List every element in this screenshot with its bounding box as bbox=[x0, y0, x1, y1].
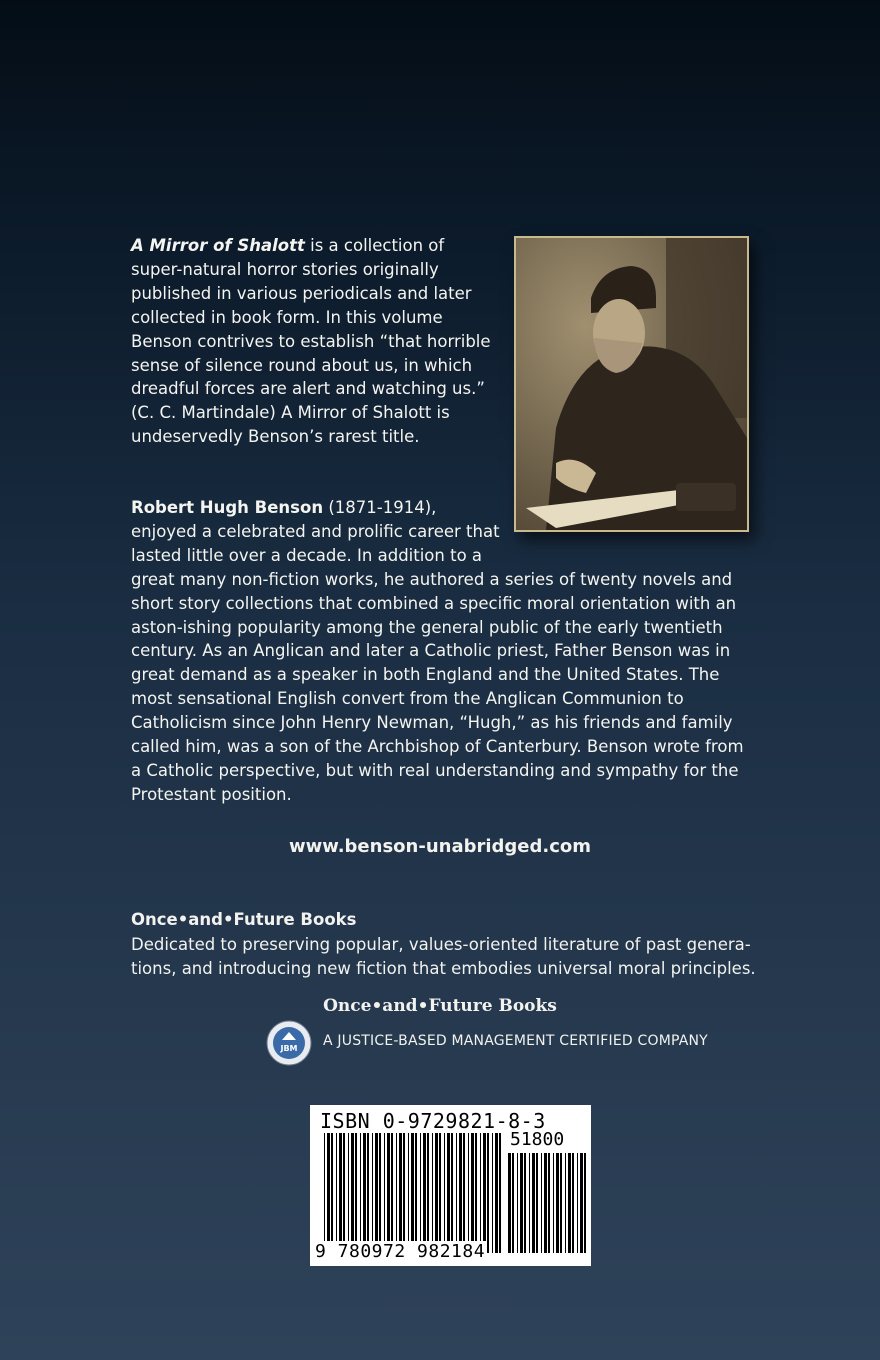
price-code: 51800 bbox=[510, 1129, 565, 1150]
author-portrait-image bbox=[516, 238, 747, 530]
book-description bbox=[131, 234, 491, 449]
book-title: A Mirror of Shalott bbox=[131, 236, 305, 255]
book-description-text: is a collection of super-natural horror stories originally published in various periodicals and later collected in book form. In this volume Benson contrives to establish “that horrible sense of silence round about us, in which dreadful forces are alert and watching us.” (C. C. Martindale) A Mirror of Shalott is undeservedly Benson’s rarest title. bbox=[131, 236, 491, 447]
author-bio-text: (1871-1914), enjoyed a celebrated and prolific career that lasted little over a decade. In addition to a great many non-fiction works, he authored a series of twenty novels and short story collections that combined a specific moral orientation with an aston-ishing popularity among the general public of the early twentieth century. As an Anglican and later a Catholic priest, Father Benson was in great demand as a speaker in both England and the United States. The most sensational English convert from the Anglican Communion to Catholicism since John Henry Newman, “Hugh,” as his friends and family called him, was a son of the Archbishop of Canterbury. Benson wrote from a Catholic perspective, but with real understanding and sympathy for the Protestant position. bbox=[131, 498, 744, 804]
jbm-seal-icon bbox=[266, 1020, 312, 1066]
isbn-text: ISBN 0-9729821-8-3 bbox=[320, 1109, 546, 1133]
author-bio bbox=[131, 496, 751, 807]
website-link[interactable]: www.benson-unabridged.com bbox=[288, 836, 592, 857]
ean-number: 9 780972 982184 bbox=[315, 1241, 486, 1262]
certification-text: A JUSTICE-BASED MANAGEMENT CERTIFIED COMPANY bbox=[323, 1033, 708, 1049]
photo-spacer bbox=[501, 496, 751, 566]
seal-text: JBM bbox=[280, 1044, 298, 1053]
publisher-description: Dedicated to preserving popular, values-oriented literature of past genera-tions, and introducing new fiction that embodies universal moral principles. bbox=[131, 935, 756, 978]
publisher-logo-title: Once•and•Future Books bbox=[323, 996, 557, 1016]
author-photo bbox=[514, 236, 749, 532]
isbn-barcode bbox=[310, 1105, 591, 1266]
author-name: Robert Hugh Benson bbox=[131, 498, 324, 517]
publisher-name: Once•and•Future Books bbox=[131, 910, 357, 929]
